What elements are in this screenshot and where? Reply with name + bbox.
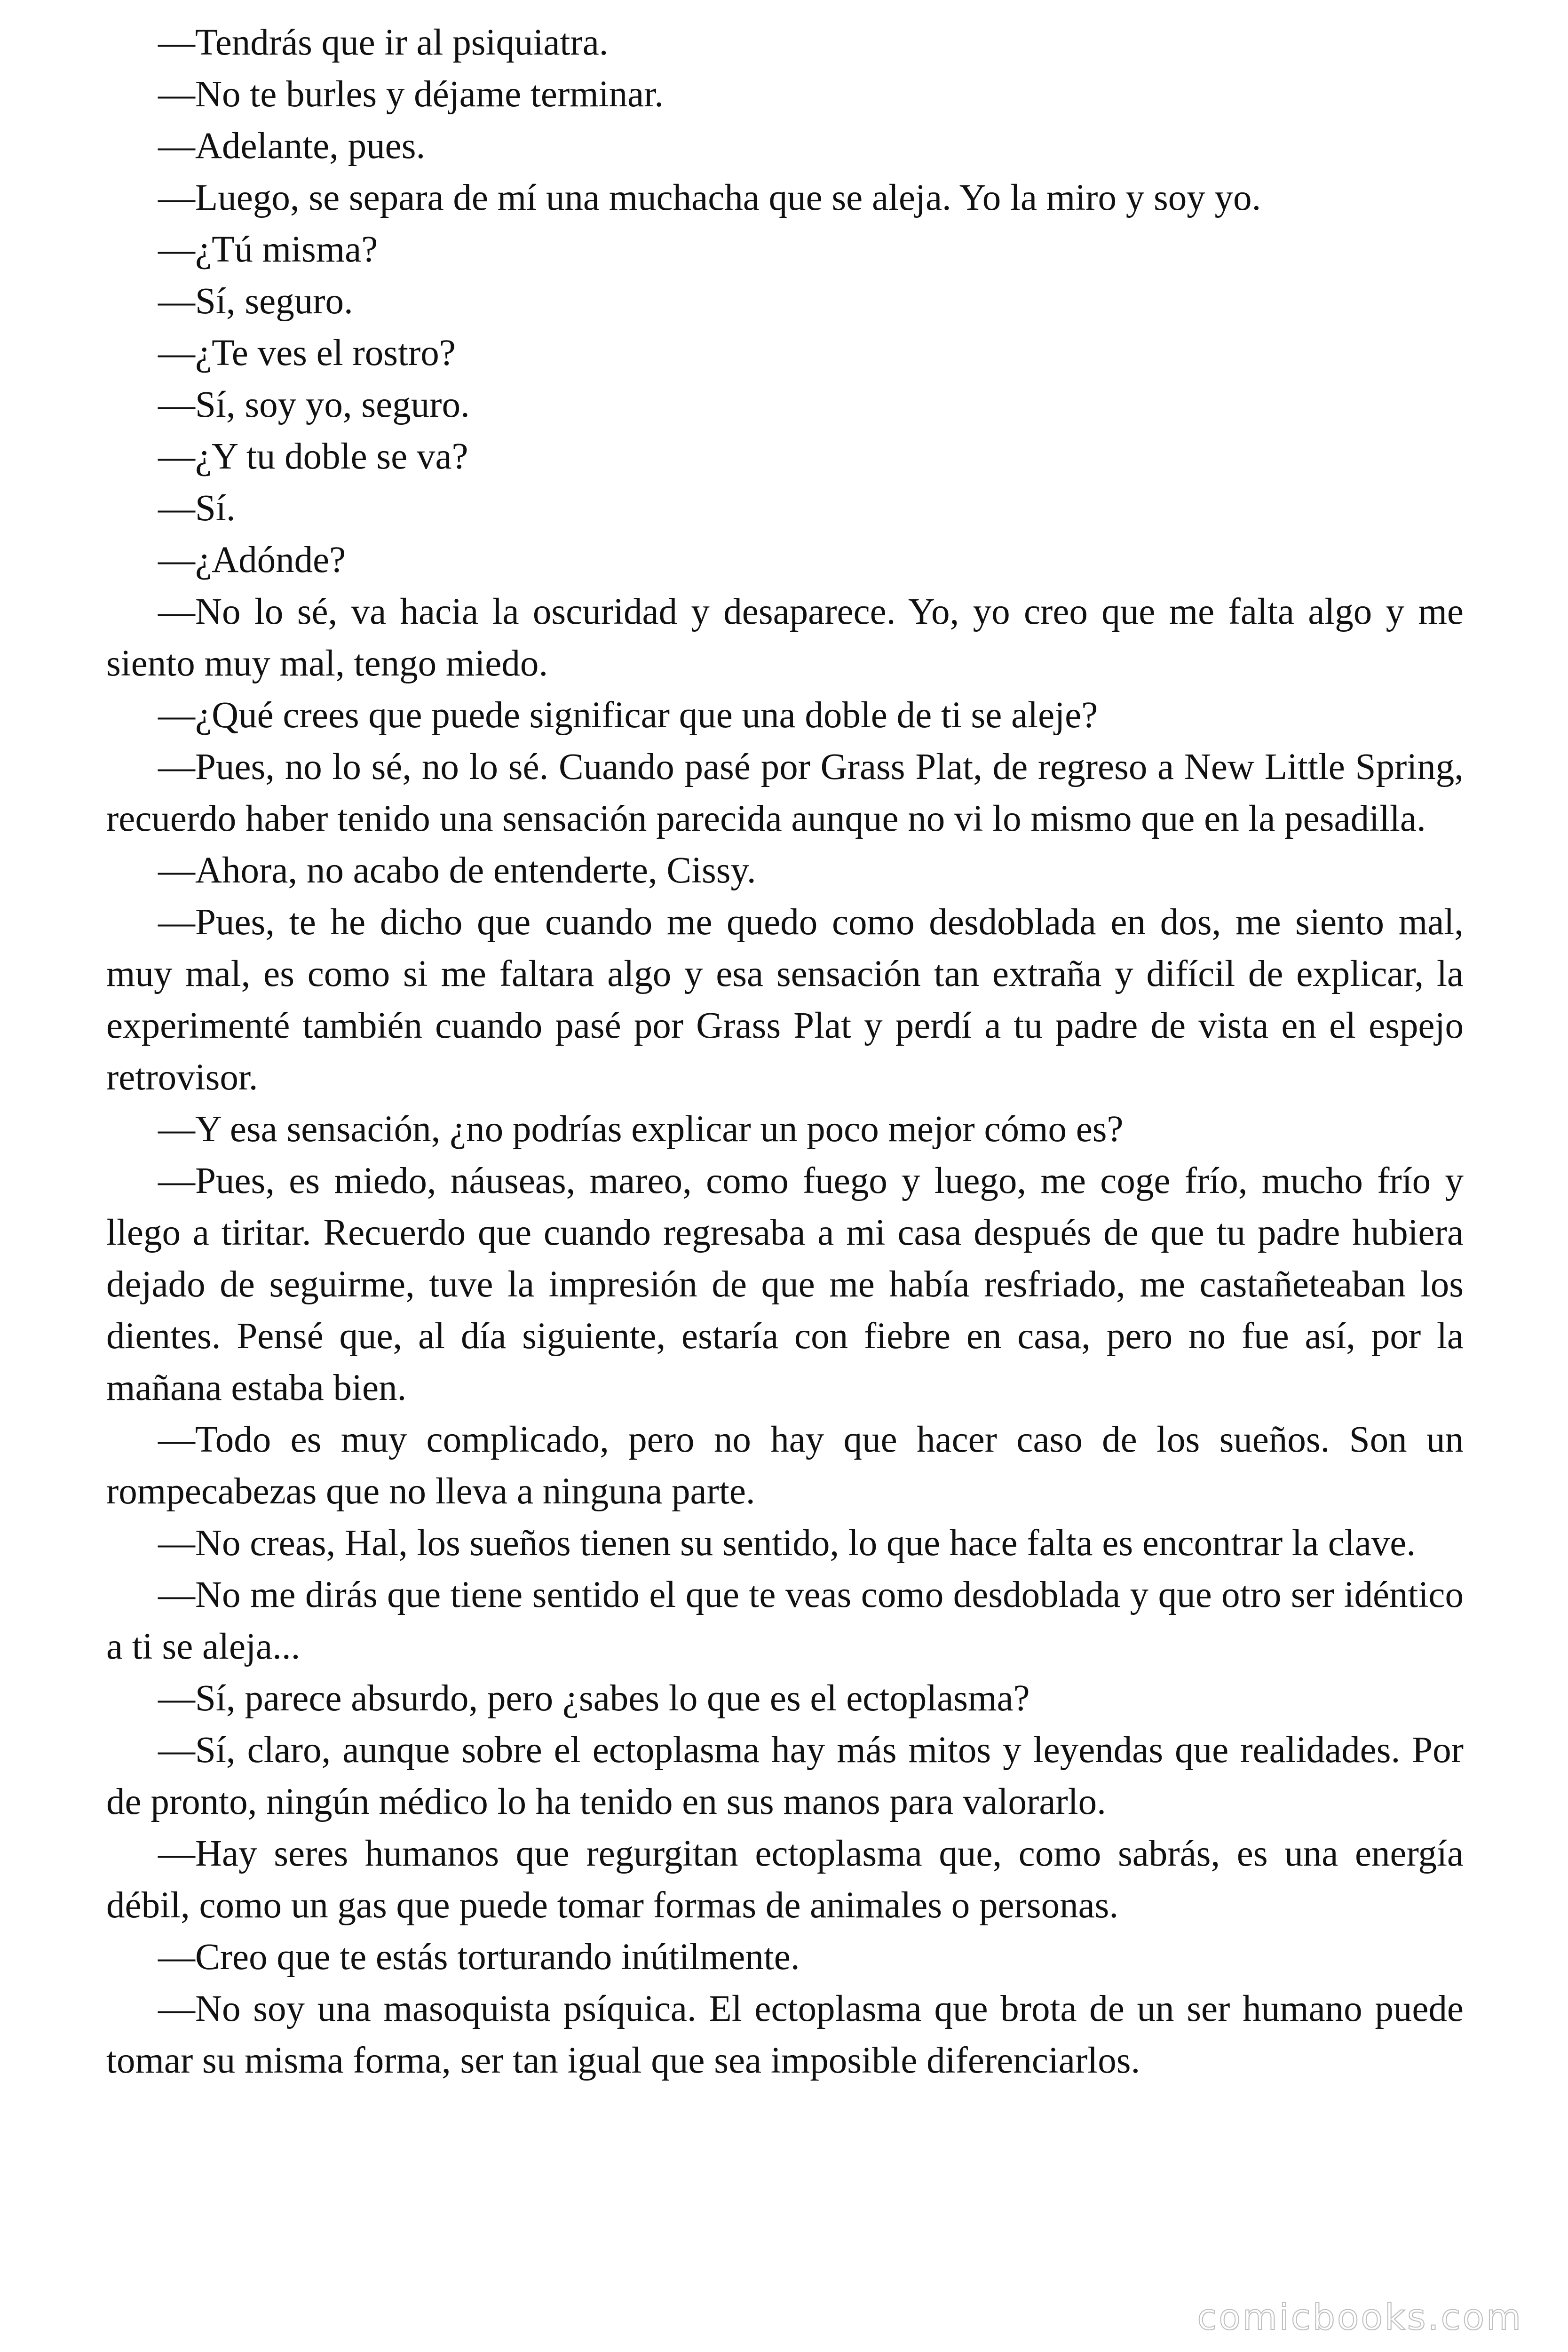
paragraph: —No soy una masoquista psíquica. El ectoplasma que brota de un ser humano puede tomar su misma forma, ser tan igual que sea imposible diferenciarlos. <box>106 1988 1464 2081</box>
paragraph: —No te burles y déjame terminar. <box>158 74 664 115</box>
watermark: comicbooks.com <box>1197 2296 1523 2338</box>
paragraph: —Sí, parece absurdo, pero ¿sabes lo que es el ectoplasma? <box>158 1678 1030 1719</box>
paragraph: —Ahora, no acabo de entenderte, Cissy. <box>158 850 756 891</box>
paragraph: —¿Te ves el rostro? <box>158 333 456 373</box>
paragraph: —Pues, te he dicho que cuando me quedo como desdoblada en dos, me siento mal, muy mal, es como si me faltara algo y esa sensación tan extraña y difícil de explicar, la experimenté también cuando pasé por Grass Plat y perdí a tu padre de vista en el espejo retrovisor. <box>106 902 1464 1098</box>
page-body-text <box>106 17 1464 2087</box>
paragraph: —Luego, se separa de mí una muchacha que se aleja. Yo la miro y soy yo. <box>158 177 1261 218</box>
paragraph: —¿Adónde? <box>158 540 346 580</box>
paragraph: —Creo que te estás torturando inútilmente. <box>158 1937 800 1978</box>
paragraph: —¿Y tu doble se va? <box>158 436 468 477</box>
paragraph: —¿Tú misma? <box>158 229 378 270</box>
paragraph: —Todo es muy complicado, pero no hay que hacer caso de los sueños. Son un rompecabezas que no lleva a ninguna parte. <box>106 1419 1464 1512</box>
paragraph: —No lo sé, va hacia la oscuridad y desaparece. Yo, yo creo que me falta algo y me siento muy mal, tengo miedo. <box>106 591 1464 684</box>
paragraph: —Hay seres humanos que regurgitan ectoplasma que, como sabrás, es una energía débil, como un gas que puede tomar formas de animales o personas. <box>106 1833 1464 1926</box>
paragraph: —Y esa sensación, ¿no podrías explicar un poco mejor cómo es? <box>158 1109 1124 1150</box>
paragraph: —Adelante, pues. <box>158 126 426 167</box>
paragraph: —Sí. <box>158 488 236 529</box>
paragraph: —Tendrás que ir al psiquiatra. <box>158 22 609 63</box>
paragraph: —No me dirás que tiene sentido el que te veas como desdoblada y que otro ser idéntico a ti se aleja... <box>106 1574 1464 1667</box>
paragraph: —Sí, seguro. <box>158 281 353 322</box>
paragraph: —No creas, Hal, los sueños tienen su sentido, lo que hace falta es encontrar la clave. <box>158 1523 1416 1564</box>
paragraph: —Sí, soy yo, seguro. <box>158 384 470 425</box>
paragraph: —Sí, claro, aunque sobre el ectoplasma hay más mitos y leyendas que realidades. Por de pronto, ningún médico lo ha tenido en sus manos para valorarlo. <box>106 1730 1464 1822</box>
paragraph: —Pues, no lo sé, no lo sé. Cuando pasé por Grass Plat, de regreso a New Little Spring, recuerdo haber tenido una sensación parecida aunque no vi lo mismo que en la pesadilla. <box>106 747 1464 839</box>
paragraph: —¿Qué crees que puede significar que una doble de ti se aleje? <box>158 695 1098 736</box>
paragraph: —Pues, es miedo, náuseas, mareo, como fuego y luego, me coge frío, mucho frío y llego a tiritar. Recuerdo que cuando regresaba a mi casa después de que tu padre hubiera dejado de seguirme, tuve la impresión de que me había resfriado, me castañeteaban los dientes. Pensé que, al día siguiente, estaría con fiebre en casa, pero no fue así, por la mañana estaba bien. <box>106 1160 1464 1408</box>
